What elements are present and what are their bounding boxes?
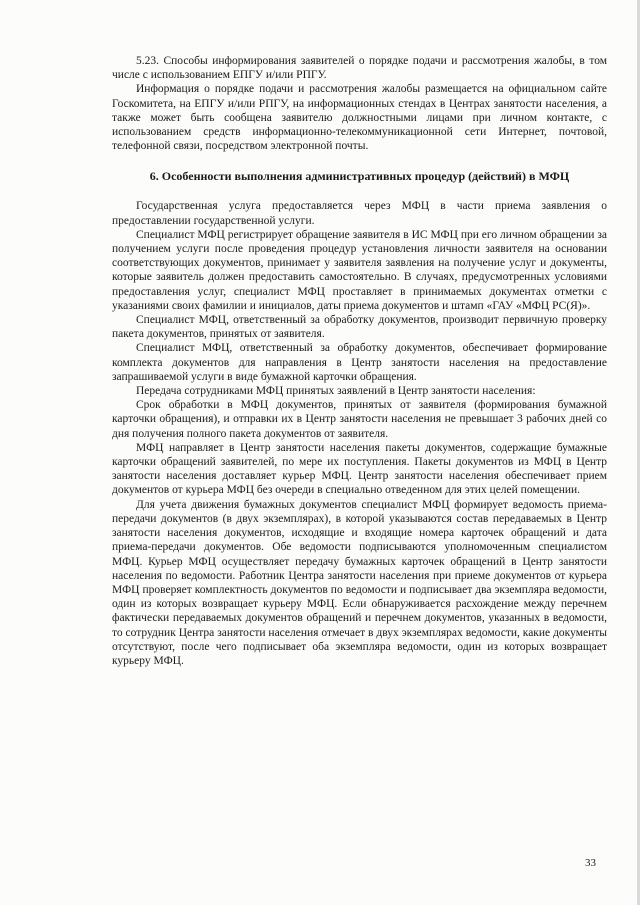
paragraph-5-23: 5.23. Способы информирования заявителей о порядке подачи и рассмотрения жалобы, в том числе с использованием ЕПГУ и/или РПГУ. <box>112 55 607 82</box>
section-heading: 6. Особенности выполнения административных процедур (действий) в МФЦ <box>149 169 570 184</box>
paragraph-complaint-info: Информация о порядке подачи и рассмотрения жалобы размещается на официальном сайте Госкомитета, на ЕПГУ и/или РПГУ, на информационных стендах в Центрах занятости населения, а также может быть сообщена заявителю должностными лицами при личном контакте, с использованием средств информационно-телекоммуникационной сети Интернет, почтовой, телефонной связи, посредством электронной почты. <box>112 83 607 153</box>
paragraph-service-provision: Государственная услуга предоставляется через МФЦ в части приема заявления о предоставлении государственной услуги. <box>112 200 607 227</box>
paragraph-document-register: Для учета движения бумажных документов специалист МФЦ формирует ведомость приема-передачи документов (в двух экземплярах), в которой указываются состав передаваемых в Центр занятости населения документов, исходящие и входящие номера карточек обращений и дата приема-передачи документов. Обе ведомости подписываются уполномоченным специалистом МФЦ. Курьер МФЦ осуществляет передачу бумажных карточек обращений в Центр занятости населения по ведомости. Работник Центра занятости населения при приеме документов от курьера МФЦ проверяет комплектность документов по ведомости и подписывает два экземпляра ведомости, один из которых возвращает курьеру МФЦ. Если обнаруживается расхождение между перечнем фактически передаваемых документов обращений и перечнем документов, указанных в ведомости, то сотрудник Центра занятости населения отмечает в двух экземплярах ведомости, какие документы отсутствуют, после чего подписывает оба экземпляра ведомости, один из которых возвращает курьеру МФЦ. <box>112 498 607 667</box>
paragraph-primary-check: Специалист МФЦ, ответственный за обработку документов, производит первичную проверку пакета документов, принятых от заявителя. <box>112 314 607 341</box>
paragraph-courier-delivery: МФЦ направляет в Центр занятости населения пакеты документов, содержащие бумажные карточки обращений заявителей, по мере их поступления. Пакеты документов из МФЦ в Центр занятости населения доставляет курьер МФЦ. Центр занятости населения обеспечивает прием документов от курьера МФЦ без очереди в специально отведенном для этих целей помещении. <box>112 441 607 497</box>
page-number: 33 <box>585 857 596 869</box>
paragraph-registration: Специалист МФЦ регистрирует обращение заявителя в ИС МФЦ при его личном обращении за получением услуги после проведения процедур установления личности заявителя на основании соответствующих документов, принимает у заявителя заявления на получение услуг и документы, которые заявитель должен предоставить самостоятельно. В случаях, предусмотренных условиями предоставления услуг, специалист МФЦ проставляет в принимаемых документах отметки с указаниями своих фамилии и инициалов, даты приема документов и штамп «ГАУ «МФЦ РС(Я)». <box>112 228 607 312</box>
paragraph-package-forming: Специалист МФЦ, ответственный за обработку документов, обеспечивает формирование комплекта документов для направления в Центр занятости населения на предоставление запрашиваемой услуги в виде бумажной карточки обращения. <box>112 342 607 383</box>
paragraph-processing-deadline: Срок обработки в МФЦ документов, принятых от заявителя (формирования бумажной карточки обращения), и отправки их в Центр занятости населения не превышает 3 рабочих дней со дня получения полного пакета документов от заявителя. <box>112 399 607 440</box>
paragraph-transfer-intro: Передача сотрудниками МФЦ принятых заявлений в Центр занятости населения: <box>136 385 536 398</box>
document-body <box>112 54 607 668</box>
